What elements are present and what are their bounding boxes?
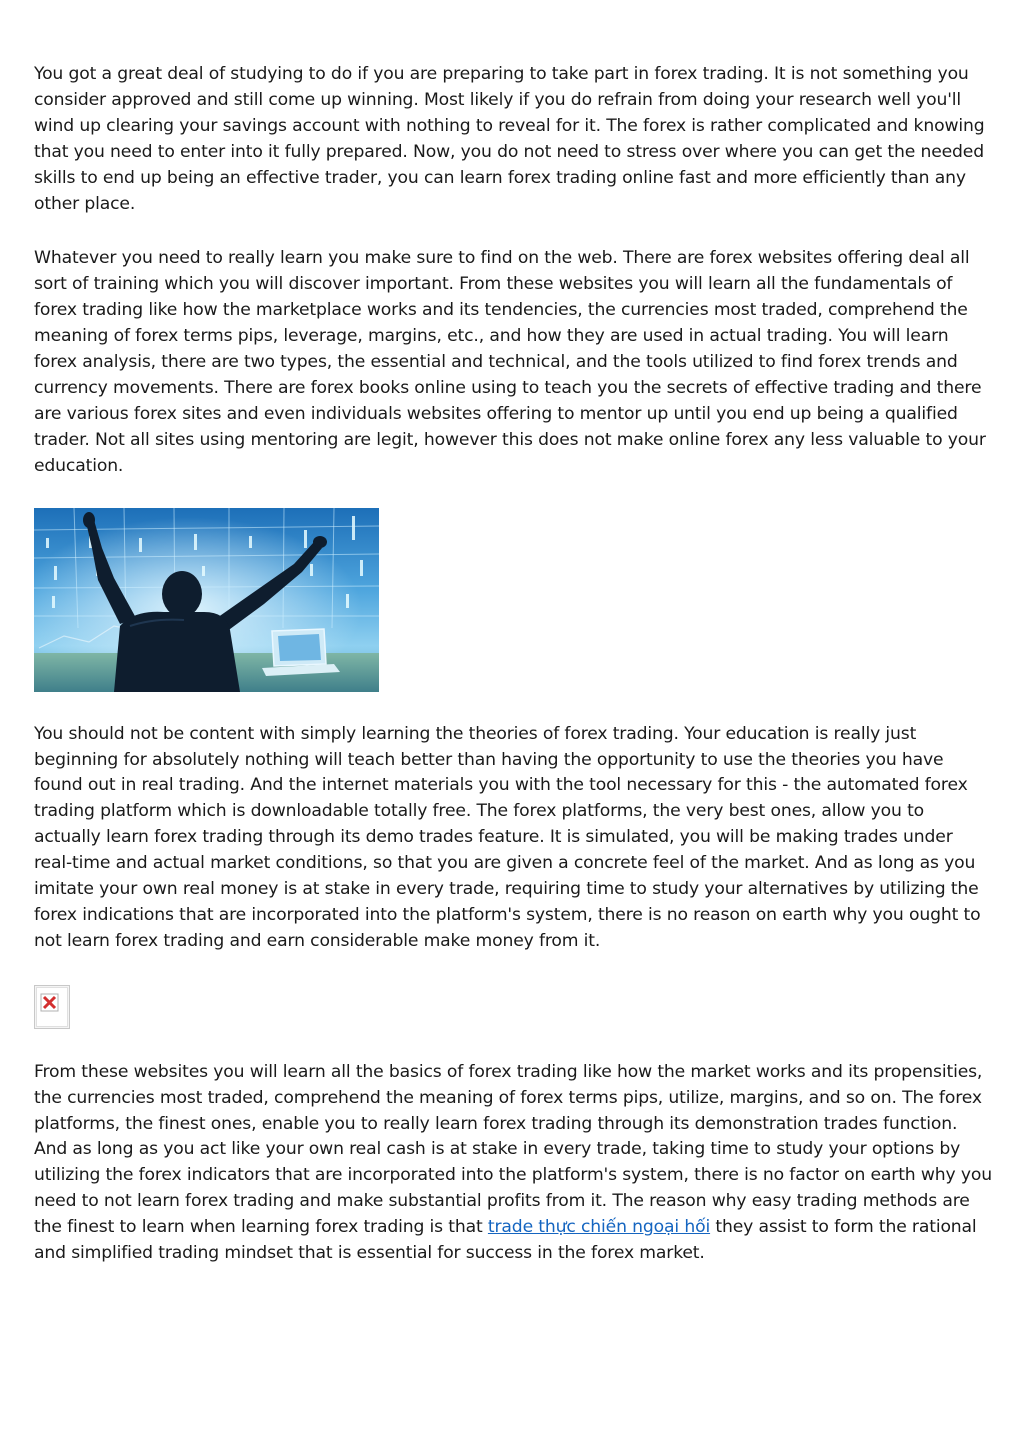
broken-image-icon <box>34 985 70 1029</box>
celebrating-trader-image <box>34 508 379 692</box>
paragraph-2: Whatever you need to really learn you make sure to find on the web. There are forex websites offering deal all sort of training which you will discover important. From these websites you will learn all the fundamentals of forex trading like how the marketplace works and its tendencies, the currencies most traded, comprehend the meaning of forex terms pips, leverage, margins, etc., and how they are used in actual trading. You will learn forex analysis, there are two types, the essential and technical, and the tools utilized to find forex trends and currency movements. There are forex books online using to teach you the secrets of effective trading and there are various forex sites and even individuals websites offering to mentor up until you end up being a qualified trader. Not all sites using mentoring are legit, however this does not make online forex any less valuable to your education. <box>34 248 986 476</box>
paragraph-4-text-after: they assist to form the rational and simplified trading mindset that is essential for success in the forex market. <box>34 1217 977 1264</box>
trader-photo-illustration <box>34 508 379 692</box>
broken-image-placeholder <box>34 985 70 1029</box>
forex-trading-link[interactable]: trade thực chiến ngoại hối <box>487 1217 711 1238</box>
paragraph-4-text-before: From these websites you will learn all the basics of forex trading like how the market works and its propensities, the currencies most traded, comprehend the meaning of forex terms pips, utilize, margins, and so on. The forex platforms, the finest ones, enable you to really learn forex trading through its demonstration trades function. And as long as you act like your own real cash is at stake in every trade, taking time to study your options by utilizing the forex indicators that are incorporated into the platform's system, there is no factor on earth why you need to not learn forex trading and make substantial profits from it. The reason why easy trading methods are the finest to learn when learning forex trading is that <box>34 1061 992 1238</box>
paragraph-3: You should not be content with simply learning the theories of forex trading. Your education is really just beginning for absolutely nothing will teach better than having the opportunity to use the theories you have found out in real trading. And the internet materials you with the tool necessary for this - the automated forex trading platform which is downloadable totally free. The forex platforms, the very best ones, allow you to actually learn forex trading through its demo trades feature. It is simulated, you will be making trades under real-time and actual market conditions, so that you are given a concrete feel of the market. And as long as you imitate your own real money is at stake in every trade, requiring time to study your alternatives by utilizing the forex indications that are incorporated into the platform's system, there is no reason on earth why you ought to not learn forex trading and earn considerable make money from it. <box>34 723 981 951</box>
article-body <box>34 62 994 1267</box>
paragraph-4 <box>34 1060 994 1267</box>
paragraph-1: You got a great deal of studying to do if you are preparing to take part in forex trading. It is not something you consider approved and still come up winning. Most likely if you do refrain from doing your research well you'll wind up clearing your savings account with nothing to reveal for it. The forex is rather complicated and knowing that you need to enter into it fully prepared. Now, you do not need to stress over where you can get the needed skills to end up being an effective trader, you can learn forex trading online fast and more efficiently than any other place. <box>34 64 985 214</box>
